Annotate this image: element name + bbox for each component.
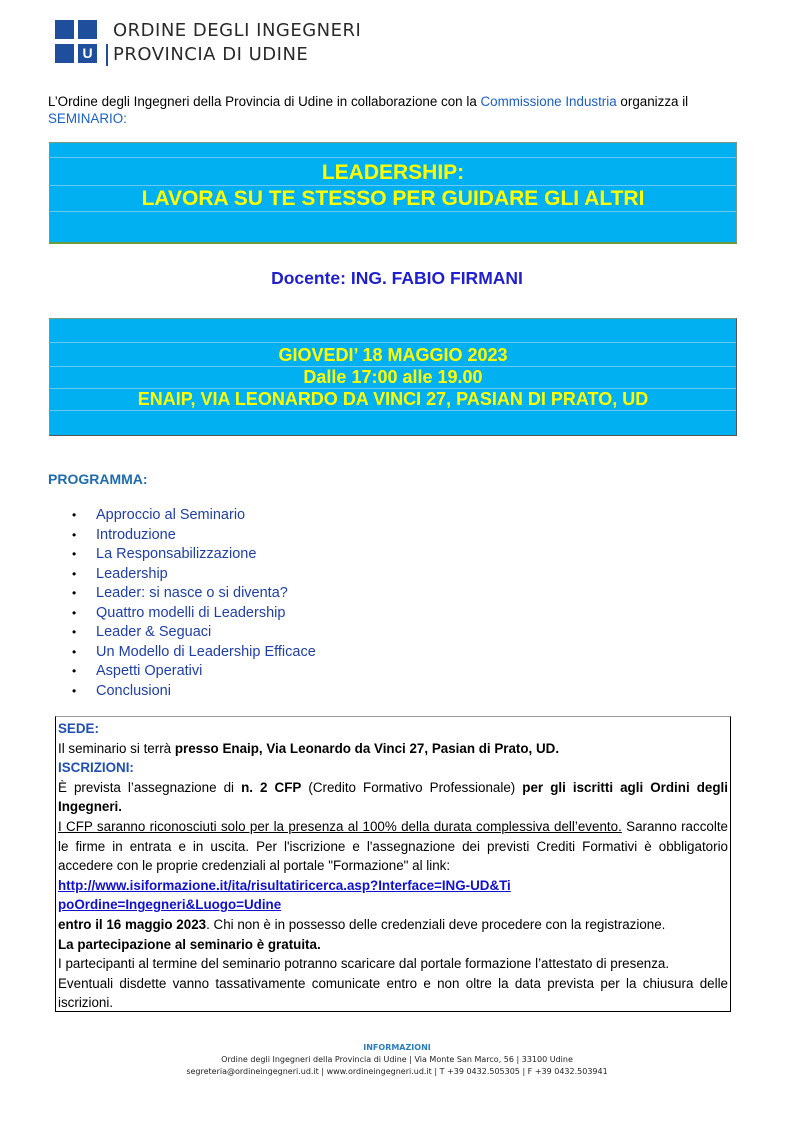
free-text: La partecipazione al seminario è gratuita. <box>58 936 321 952</box>
logo-square-icon <box>55 44 74 63</box>
list-item: • Conclusioni <box>72 682 316 702</box>
event-date: GIOVEDI’ 18 MAGGIO 2023 <box>50 343 736 367</box>
logo-square-icon <box>78 20 97 39</box>
list-item: • Quattro modelli di Leadership <box>72 604 316 624</box>
org-name-line1: ORDINE DEGLI INGEGNERI <box>113 20 362 41</box>
footer <box>0 1042 794 1078</box>
bullet-icon: • <box>72 625 77 639</box>
list-item: • Leader: si nasce o si diventa? <box>72 584 316 604</box>
org-name-line2: PROVINCIA DI UDINE <box>113 44 309 65</box>
intro-text: organizza il <box>616 94 689 109</box>
bullet-icon: • <box>72 547 77 561</box>
cfp-text: È prevista l’assegnazione di n. 2 CFP (Credito Formativo Professionale) per gli iscritti agli Ordini degli Ingegneri. <box>58 779 728 815</box>
bullet-icon: • <box>72 527 77 542</box>
bullet-icon: • <box>72 664 77 678</box>
bullet-icon: • <box>72 586 77 600</box>
sede-heading: SEDE: <box>58 721 99 736</box>
registration-link[interactable]: http://www.isiformazione.it/ita/risultatiricerca.asp?Interface=ING-UD&TipoOrdine=Ingegneri&Luogo=Udine <box>58 877 511 913</box>
seminar-label: SEMINARIO: <box>48 111 127 126</box>
disdette-text: Eventuali disdette vanno tassativamente comunicate entro e non oltre la data prevista per la chiusura delle iscrizioni. <box>58 975 728 1011</box>
logo-square-icon <box>55 20 74 39</box>
intro-text: L’Ordine degli Ingegneri della Provincia di Udine in collaborazione con la <box>48 94 481 109</box>
list-item: • Approccio al Seminario <box>72 506 316 526</box>
sede-text: Il seminario si terrà presso Enaip, Via Leonardo da Vinci 27, Pasian di Prato, UD. <box>58 740 560 756</box>
cfp-rules: I CFP saranno riconosciuti solo per la presenza al 100% della durata complessiva dell’evento. Saranno raccolte le firme in entrata e in uscita. Per l'iscrizione e l'assegnazione dei previsti Crediti Formativi è obbligatorio accedere con le proprie credenziali al portale "Formazione" al link: <box>58 818 728 874</box>
list-item: • Leader & Seguaci <box>72 623 316 643</box>
event-banner <box>49 318 737 436</box>
list-item: • Leadership <box>72 565 316 585</box>
list-item: • Introduzione <box>72 526 316 546</box>
attestato-text: I partecipanti al termine del seminario potranno scaricare dal portale formazione l’attestato di presenza. <box>58 956 670 972</box>
footer-address: Ordine degli Ingegneri della Provincia di Udine | Via Monte San Marco, 56 | 33100 Udine <box>221 1055 573 1064</box>
list-item: • La Responsabilizzazione <box>72 545 316 565</box>
info-box <box>55 716 731 1012</box>
commission-name: Commissione Industria <box>480 94 617 109</box>
event-place: ENAIP, VIA LEONARDO DA VINCI 27, PASIAN DI PRATO, UD <box>50 389 736 411</box>
bullet-icon: • <box>72 644 77 659</box>
bullet-icon: • <box>72 683 77 698</box>
lecturer: Docente: ING. FABIO FIRMANI <box>271 268 523 288</box>
list-item: • Un Modello di Leadership Efficace <box>72 643 316 663</box>
title-banner <box>49 142 737 244</box>
intro-paragraph <box>48 93 748 127</box>
footer-contacts: segreteria@ordineingegneri.ud.it | www.ordineingegneri.ud.it | T +39 0432.505305 | F +39 0432.503941 <box>186 1067 608 1076</box>
bullet-icon: • <box>72 566 77 581</box>
title-line2: LAVORA SU TE STESSO PER GUIDARE GLI ALTRI <box>50 186 736 212</box>
event-time: Dalle 17:00 alle 19.00 <box>50 367 736 389</box>
footer-heading: INFORMAZIONI <box>363 1043 431 1052</box>
bullet-icon: • <box>72 508 77 522</box>
logo-u-icon: U <box>78 44 97 63</box>
title-line1: LEADERSHIP: <box>50 158 736 186</box>
list-item: • Aspetti Operativi <box>72 662 316 682</box>
program-list <box>72 506 316 701</box>
org-logo <box>55 20 385 68</box>
bullet-icon: • <box>72 605 77 620</box>
logo-divider <box>106 44 108 66</box>
program-heading: PROGRAMMA: <box>48 471 148 487</box>
deadline-text: entro il 16 maggio 2023. Chi non è in possesso delle credenziali deve procedere con la registrazione. <box>58 916 666 932</box>
iscrizioni-heading: ISCRIZIONI: <box>58 760 134 776</box>
registration-link-wrap <box>58 876 518 915</box>
